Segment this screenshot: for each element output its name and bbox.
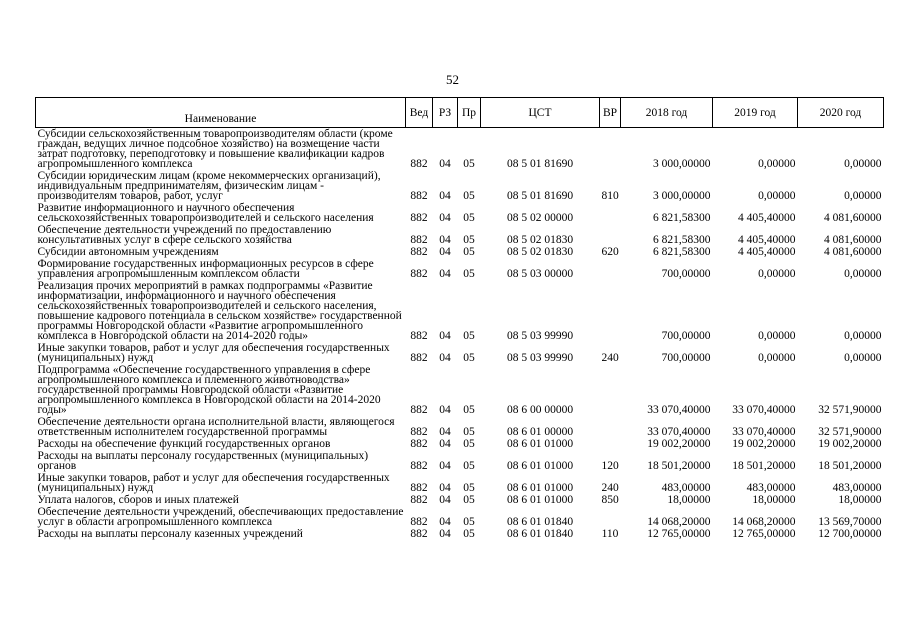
cell-rz: 04	[439, 268, 451, 280]
cell-vr: 110	[601, 528, 619, 540]
cell-cst: 08 6 01 01840	[506, 528, 574, 540]
cell-rz: 04	[439, 404, 451, 416]
cell-y2019: 18,00000	[752, 494, 796, 506]
cell-y2018: 3 000,00000	[653, 158, 711, 170]
cell-ved: 882	[410, 516, 428, 528]
cell-y2019: 0,00000	[758, 268, 796, 280]
table-row	[36, 280, 884, 342]
cell-name: Субсидии автономным учреждениям	[37, 246, 219, 258]
cell-y2019: 18 501,20000	[732, 460, 796, 472]
cell-y2018: 19 002,20000	[647, 438, 711, 450]
table-row	[36, 416, 884, 438]
cell-ved: 882	[410, 528, 428, 540]
table-header-row	[36, 98, 884, 128]
cell-vr	[600, 280, 621, 342]
cell-pr: 05	[463, 494, 475, 506]
cell-rz: 04	[439, 234, 451, 246]
table-row	[36, 472, 884, 494]
col-header-rz: РЗ	[433, 98, 458, 128]
cell-rz: 04	[439, 494, 451, 506]
cell-pr: 05	[463, 190, 475, 202]
col-header-2020: 2020 год	[798, 98, 884, 128]
cell-pr: 05	[463, 268, 475, 280]
cell-name: Расходы на обеспечение функций государственных органов	[37, 438, 331, 450]
cell-rz: 04	[439, 158, 451, 170]
cell-ved: 882	[410, 404, 428, 416]
cell-cst: 08 5 03 99990	[506, 352, 574, 364]
cell-y2020: 4 081,60000	[824, 234, 882, 246]
cell-y2020: 0,00000	[844, 158, 882, 170]
cell-vr: 240	[601, 482, 619, 494]
table-row	[36, 364, 884, 416]
table-row	[36, 224, 884, 246]
cell-ved: 882	[410, 460, 428, 472]
cell-name: Уплата налогов, сборов и иных платежей	[37, 494, 239, 506]
cell-y2020: 18,00000	[838, 494, 882, 506]
cell-name: Иные закупки товаров, работ и услуг для обеспечения государственных (муниципальных) нужд	[37, 472, 390, 494]
cell-rz: 04	[439, 460, 451, 472]
cell-vr	[600, 224, 621, 246]
cell-y2018: 6 821,58300	[653, 246, 711, 258]
cell-y2019: 4 405,40000	[738, 234, 796, 246]
page-number: 52	[446, 72, 459, 87]
cell-vr: 850	[601, 494, 619, 506]
cell-cst: 08 6 01 01840	[506, 516, 574, 528]
cell-y2018: 6 821,58300	[653, 212, 711, 224]
cell-ved: 882	[410, 482, 428, 494]
col-header-vr: ВР	[600, 98, 621, 128]
table-row	[36, 170, 884, 202]
cell-y2019: 0,00000	[758, 330, 796, 342]
budget-table	[35, 97, 884, 540]
cell-y2020: 4 081,60000	[824, 246, 882, 258]
cell-y2019: 19 002,20000	[732, 438, 796, 450]
cell-y2019: 0,00000	[758, 158, 796, 170]
cell-name: Субсидии сельскохозяйственным товаропроизводителям области (кроме граждан, ведущих личное подсобное хозяйство) на возмещение части затрат подготовку, переподготовку и повышение квалификации кадров агропромышленного комплекса	[37, 128, 393, 170]
table-row	[36, 342, 884, 364]
cell-y2020: 0,00000	[844, 190, 882, 202]
cell-rz: 04	[439, 352, 451, 364]
cell-y2019: 33 070,40000	[732, 426, 796, 438]
cell-vr: 240	[601, 352, 619, 364]
cell-y2020: 32 571,90000	[818, 404, 882, 416]
cell-name: Обеспечение деятельности органа исполнительной власти, являющегося ответственным исполнителем государственной программы	[37, 416, 395, 438]
cell-vr	[600, 128, 621, 171]
cell-y2019: 4 405,40000	[738, 212, 796, 224]
cell-cst: 08 5 03 99990	[506, 330, 574, 342]
cell-rz: 04	[439, 426, 451, 438]
cell-ved: 882	[410, 158, 428, 170]
cell-ved: 882	[410, 494, 428, 506]
cell-cst: 08 6 01 01000	[506, 494, 574, 506]
cell-pr: 05	[463, 426, 475, 438]
cell-pr: 05	[463, 352, 475, 364]
cell-cst: 08 6 01 01000	[506, 460, 574, 472]
col-header-2019: 2019 год	[713, 98, 798, 128]
cell-name: Развитие информационного и научного обеспечения сельскохозяйственных товаропроизводителей и сельского населения	[37, 202, 374, 224]
cell-vr	[600, 364, 621, 416]
table-row	[36, 202, 884, 224]
cell-y2018: 6 821,58300	[653, 234, 711, 246]
col-header-name: Наименование	[36, 98, 406, 128]
cell-pr: 05	[463, 212, 475, 224]
cell-y2018: 33 070,40000	[647, 426, 711, 438]
table-row	[36, 128, 884, 171]
cell-pr: 05	[463, 482, 475, 494]
cell-ved: 882	[410, 438, 428, 450]
cell-pr: 05	[463, 528, 475, 540]
cell-y2020: 13 569,70000	[818, 516, 882, 528]
cell-cst: 08 5 02 00000	[506, 212, 574, 224]
cell-vr	[600, 258, 621, 280]
cell-ved: 882	[410, 426, 428, 438]
cell-y2019: 0,00000	[758, 190, 796, 202]
cell-y2018: 700,00000	[661, 352, 711, 364]
cell-y2019: 12 765,00000	[732, 528, 796, 540]
cell-cst: 08 6 00 00000	[506, 404, 574, 416]
table-body	[36, 128, 884, 541]
cell-y2019: 0,00000	[758, 352, 796, 364]
table-row	[36, 528, 884, 540]
cell-y2018: 18,00000	[667, 494, 711, 506]
table-row	[36, 450, 884, 472]
cell-y2018: 483,00000	[661, 482, 711, 494]
cell-rz: 04	[439, 212, 451, 224]
cell-y2018: 700,00000	[661, 268, 711, 280]
cell-cst: 08 6 01 01000	[506, 438, 574, 450]
cell-ved: 882	[410, 212, 428, 224]
cell-y2018: 33 070,40000	[647, 404, 711, 416]
cell-y2020: 0,00000	[844, 330, 882, 342]
cell-ved: 882	[410, 190, 428, 202]
cell-y2020: 32 571,90000	[818, 426, 882, 438]
cell-ved: 882	[410, 234, 428, 246]
cell-ved: 882	[410, 246, 428, 258]
cell-vr	[600, 416, 621, 438]
cell-ved: 882	[410, 268, 428, 280]
cell-vr: 810	[601, 190, 619, 202]
cell-cst: 08 5 02 01830	[506, 246, 574, 258]
cell-pr: 05	[463, 246, 475, 258]
cell-pr: 05	[463, 460, 475, 472]
cell-name: Формирование государственных информационных ресурсов в сфере управления агропромышленным комплексом области	[37, 258, 374, 280]
cell-y2018: 3 000,00000	[653, 190, 711, 202]
cell-rz: 04	[439, 438, 451, 450]
col-header-pr: Пр	[458, 98, 481, 128]
table-row	[36, 246, 884, 258]
cell-cst: 08 6 01 01000	[506, 482, 574, 494]
cell-cst: 08 5 01 81690	[506, 190, 574, 202]
cell-y2020: 18 501,20000	[818, 460, 882, 472]
cell-pr: 05	[463, 516, 475, 528]
col-header-cst: ЦСТ	[481, 98, 600, 128]
cell-pr: 05	[463, 404, 475, 416]
cell-vr	[600, 202, 621, 224]
cell-cst: 08 6 01 00000	[506, 426, 574, 438]
cell-vr	[600, 438, 621, 450]
cell-pr: 05	[463, 438, 475, 450]
cell-y2020: 0,00000	[844, 352, 882, 364]
cell-cst: 08 5 03 00000	[506, 268, 574, 280]
cell-y2019: 483,00000	[746, 482, 796, 494]
cell-name: Подпрограмма «Обеспечение государственного управления в сфере агропромышленного комплекса и племенного животноводства» государственной программы Новгородской области «Развитие агропромышленного комплекса в Новгородской области на 2014-2020 годы»	[37, 364, 381, 416]
cell-ved: 882	[410, 330, 428, 342]
cell-rz: 04	[439, 482, 451, 494]
table-row	[36, 258, 884, 280]
cell-y2020: 19 002,20000	[818, 438, 882, 450]
cell-rz: 04	[439, 330, 451, 342]
cell-rz: 04	[439, 190, 451, 202]
cell-rz: 04	[439, 246, 451, 258]
cell-y2019: 33 070,40000	[732, 404, 796, 416]
cell-name: Иные закупки товаров, работ и услуг для обеспечения государственных (муниципальных) нужд	[37, 342, 390, 364]
cell-y2020: 0,00000	[844, 268, 882, 280]
cell-name: Субсидии юридическим лицам (кроме некоммерческих организаций), индивидуальным предпринимателям, физическим лицам - производителям товаров, работ, услуг	[37, 170, 381, 202]
cell-y2018: 14 068,20000	[647, 516, 711, 528]
cell-cst: 08 5 02 01830	[506, 234, 574, 246]
cell-y2018: 12 765,00000	[647, 528, 711, 540]
cell-name: Расходы на выплаты персоналу казенных учреждений	[37, 528, 303, 540]
cell-vr: 120	[601, 460, 619, 472]
cell-pr: 05	[463, 330, 475, 342]
cell-y2018: 700,00000	[661, 330, 711, 342]
cell-vr	[600, 506, 621, 528]
cell-name: Расходы на выплаты персоналу государственных (муниципальных) органов	[37, 450, 369, 472]
cell-y2019: 14 068,20000	[732, 516, 796, 528]
table-row	[36, 506, 884, 528]
cell-ved: 882	[410, 352, 428, 364]
cell-y2019: 4 405,40000	[738, 246, 796, 258]
col-header-2018: 2018 год	[621, 98, 713, 128]
cell-rz: 04	[439, 516, 451, 528]
table-row	[36, 494, 884, 506]
table-row	[36, 438, 884, 450]
cell-name: Реализация прочих мероприятий в рамках подпрограммы «Развитие информатизации, информационного и научного обеспечения сельскохозяйственных товаропроизводителей и сельского населения, повышение кадрового потенциала в сельском хозяйстве» государственной программы Новгородской области «Развитие агропромышленного комплекса в Новгородской области на 2014-2020 годы»	[37, 280, 402, 342]
cell-vr: 620	[601, 246, 619, 258]
col-header-ved: Вед	[406, 98, 433, 128]
cell-y2020: 12 700,00000	[818, 528, 882, 540]
cell-y2020: 483,00000	[832, 482, 882, 494]
cell-rz: 04	[439, 528, 451, 540]
cell-pr: 05	[463, 158, 475, 170]
cell-y2018: 18 501,20000	[647, 460, 711, 472]
cell-y2020: 4 081,60000	[824, 212, 882, 224]
cell-name: Обеспечение деятельности учреждений, обеспечивающих предоставление услуг в области агропромышленного комплекса	[37, 506, 404, 528]
cell-pr: 05	[463, 234, 475, 246]
cell-name: Обеспечение деятельности учреждений по предоставлению консультативных услуг в сфере сельского хозяйства	[37, 224, 332, 246]
cell-cst: 08 5 01 81690	[506, 158, 574, 170]
